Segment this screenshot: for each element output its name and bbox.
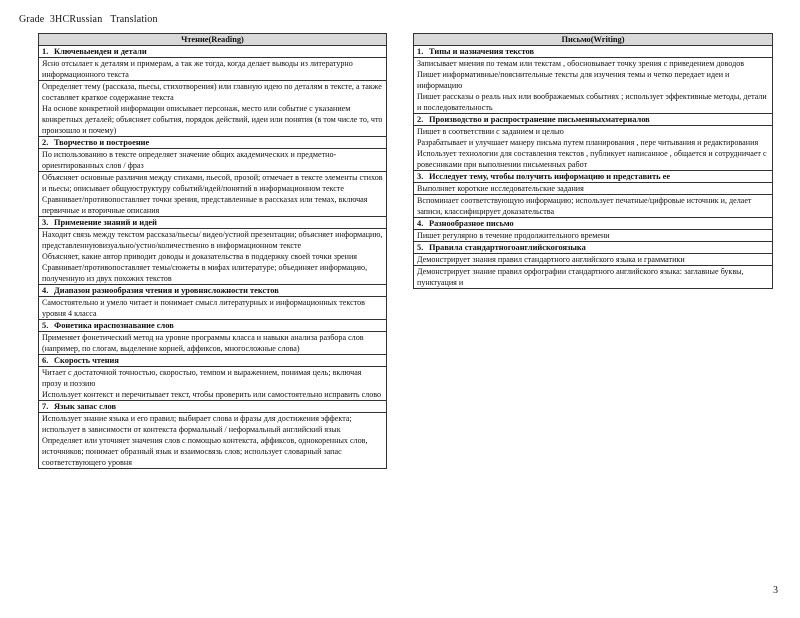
section-title: Разнообразное письмо	[429, 219, 514, 228]
standard-item: Объясняет, какие автор приводит доводы и доказательства в поддержку своей точки зрения	[42, 252, 358, 261]
standard-item: Находит связь между текстом рассказа/пьесы/ видео/устной презентации; объясняет информацию, представленнуювизуально/устно/количественно в информационном тексте	[42, 230, 383, 250]
writing-section-heading	[414, 114, 773, 126]
reading-standards-cell	[39, 149, 387, 172]
document-header: Grade 3HCRussian Translation	[19, 14, 158, 25]
standard-item: Демонстрирует знания правил стандартного английского языка и грамматики	[417, 255, 685, 264]
section-number: 5.	[42, 321, 49, 330]
reading-standards-cell	[39, 297, 387, 320]
page-number: 3	[773, 585, 778, 596]
section-title: Фонетика ираспознавание слов	[54, 321, 174, 330]
writing-standards-cell	[414, 266, 773, 289]
reading-standards-cell	[39, 367, 387, 401]
standard-item: Вспоминает соответствующую информацию; использует печатные/цифровые источник и, делает записи, классифицирует доказательства	[417, 196, 752, 216]
standard-item: Объясняет основные различия между стихами, пьесой, прозой; отмечает в тексте элементы стихов и пьесы; описывает общуюструктуру событий/идей/понятий в информационном тексте	[42, 173, 383, 193]
section-title: Типы и назначения текстов	[429, 47, 535, 56]
writing-standards-cell	[414, 183, 773, 195]
section-number: 3.	[42, 218, 49, 227]
section-title: Применение знаний и идей	[54, 218, 157, 227]
section-number: 7.	[42, 402, 49, 411]
reading-section-heading	[39, 355, 387, 367]
writing-standards-cell	[414, 195, 773, 218]
reading-standards-cell	[39, 172, 387, 217]
reading-column-title: Чтение(Reading)	[39, 34, 387, 46]
section-number: 3.	[417, 172, 424, 181]
standard-item: Выполняет короткие исследовательские задания	[417, 184, 584, 193]
section-title: Ключевыеиден и детали	[54, 47, 147, 56]
reading-section-heading	[39, 217, 387, 229]
standard-item: Разрабатывает и улучшает манеру письма путем планирования , пере читывания и редактирования	[417, 138, 759, 147]
writing-standards-cell	[414, 58, 773, 114]
reading-table	[38, 33, 387, 469]
reading-standards-cell	[39, 332, 387, 355]
writing-standards-cell	[414, 230, 773, 242]
section-number: 2.	[417, 115, 424, 124]
section-title: Диапазон разнообразия чтения и уровнясложности текстов	[54, 286, 279, 295]
standard-item: Применяет фонетический метод на уровне программы класса и навыки анализа разбора слов (например, по слогам, выделение корней, аффиксов, многосложные слова)	[42, 333, 364, 353]
writing-standards-cell	[414, 254, 773, 266]
section-number: 4.	[42, 286, 49, 295]
reading-section-heading	[39, 320, 387, 332]
standard-item: Демонстрирует знание правил орфографии стандартного английского языка: заглавные буквы, пунктуация и	[417, 267, 744, 287]
reading-standards-cell	[39, 58, 387, 81]
reading-section-heading	[39, 285, 387, 297]
standard-item: Сравнивает/противопоставляет темы/сюжеты в мифах илитературе; объединяет информацию, полученную из двух похожих текстов	[42, 263, 368, 283]
standard-item: Пишет в соответствии с заданием и целью	[417, 127, 564, 136]
reading-section-heading	[39, 46, 387, 58]
writing-section-heading	[414, 171, 773, 183]
writing-section-heading	[414, 218, 773, 230]
writing-section-heading	[414, 46, 773, 58]
section-title: Исследует тему, чтобы получить информацию и представить ее	[429, 172, 671, 181]
reading-standards-cell	[39, 81, 387, 137]
writing-column-title: Письмо(Writing)	[414, 34, 773, 46]
reading-section-heading	[39, 401, 387, 413]
section-title: Творчество и построение	[54, 138, 150, 147]
standard-item: На основе конкретной информации описывает персонаж, место или событие с указанием конкретных деталей; объясняет события, порядок действий, идеи или понятия (в том числе то, что произошло и почему)	[42, 104, 383, 135]
section-number: 1.	[42, 47, 49, 56]
standard-item: Самостоятельно и умело читает и понимает смысл литературных и информационных текстов уровня 4 класса	[42, 298, 365, 318]
standard-item: Использует технологии для составления текстов , публикует написанное , общается и сотрудничает с ровесниками при выполнении письменных работ	[417, 149, 767, 169]
reading-section-heading	[39, 137, 387, 149]
writing-table	[413, 33, 773, 289]
writing-standards-cell	[414, 126, 773, 171]
standard-item: Пишет рассказы о реаль ных или воображаемых событиях ; использует эффективные методы, детали и последовательность	[417, 92, 767, 112]
standard-item: Сравнивает/противопоставляет точки зрения, представленные в рассказах или темах, включая первичные и вторичные описания	[42, 195, 368, 215]
section-title: Производство и распространение письменныхматериалов	[429, 115, 650, 124]
section-number: 2.	[42, 138, 49, 147]
reading-standards-cell	[39, 229, 387, 285]
reading-standards-cell	[39, 413, 387, 469]
section-number: 4.	[417, 219, 424, 228]
standard-item: Записывает мнения по темам или текстам , обосновывает точку зрения с приведением доводов	[417, 59, 745, 68]
standard-item: Читает с достаточной точностью, скоростью, темпом и выражением, понимая цель; включая прозу и поэзию	[42, 368, 362, 388]
standard-item: Пишет регулярно в течение продолжительного времени	[417, 231, 610, 240]
section-number: 5.	[417, 243, 424, 252]
writing-section-heading	[414, 242, 773, 254]
standard-item: Ясно отсылает к деталям и примерам, а так же тогда, когда делает выводы из литературно информационного текста	[42, 59, 353, 79]
standard-item: Определяет или уточняет значения слов с помощью контекста, аффиксов, однокоренных слов, источников; понимает образный язык и взаимосвязь слов; использует словарный запас соответствующего уровня	[42, 436, 368, 467]
standard-item: Определяет тему (рассказа, пьесы, стихотворения) или главную идею по деталям в тексте, а также составляет краткое содержание текста	[42, 82, 382, 102]
standard-item: Пишет информативные/пояснительные тексты для изучения темы и четко передает идеи и информацию	[417, 70, 730, 90]
standard-item: По использованию в тексте определяет значение общих академических и предметно-ориентированных слов / фраз	[42, 150, 337, 170]
section-title: Язык запас слов	[54, 402, 117, 411]
section-title: Скорость чтения	[54, 356, 119, 365]
standard-item: Использует контекст и перечитывает текст, чтобы проверить или самостоятельно исправить слово	[42, 390, 382, 399]
standard-item: Использует знание языка и его правил; выбирает слова и фразы для достижения эффекта; использует в зависимости от контекста формальный / неформальный английский язык	[42, 414, 352, 434]
section-number: 1.	[417, 47, 424, 56]
section-number: 6.	[42, 356, 49, 365]
section-title: Правила стандартногоанглийскогоязыка	[429, 243, 586, 252]
